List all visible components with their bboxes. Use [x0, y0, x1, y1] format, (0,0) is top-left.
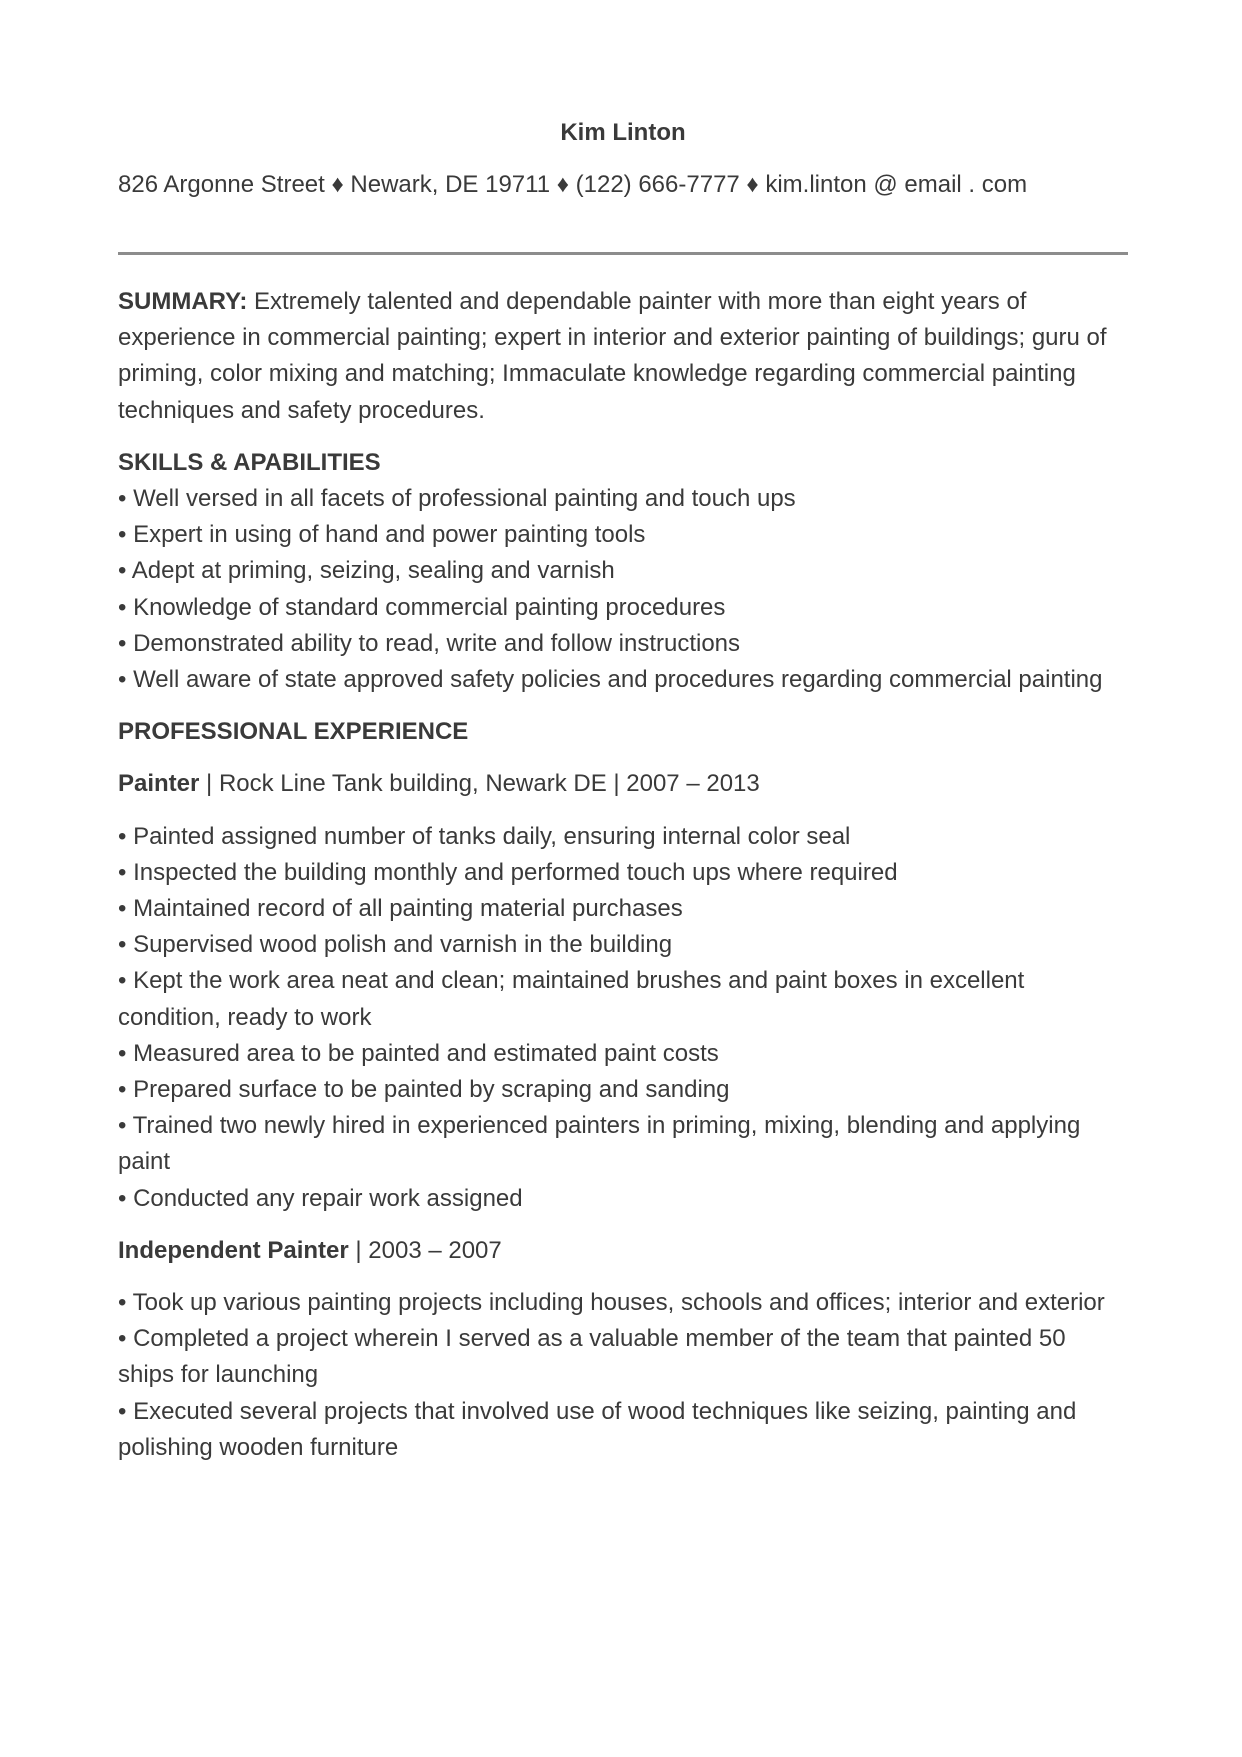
job-duties-list [118, 819, 1128, 1217]
job-title-line [118, 766, 1128, 802]
job-details: | 2003 – 2007 [348, 1236, 502, 1264]
skill-item: • Well aware of state approved safety policies and procedures regarding commercial painting [118, 666, 1103, 694]
experience-heading: PROFESSIONAL EXPERIENCE [118, 718, 469, 746]
job-details: | Rock Line Tank building, Newark DE | 2007 – 2013 [199, 770, 760, 798]
duty-item: • Completed a project wherein I served as a valuable member of the team that painted 50 ships for launching [118, 1325, 1066, 1389]
summary-paragraph [118, 284, 1128, 429]
duty-item: • Kept the work area neat and clean; maintained brushes and paint boxes in excellent condition, ready to work [118, 967, 1025, 1031]
duty-item: • Executed several projects that involved use of wood techniques like seizing, painting and polishing wooden furniture [118, 1397, 1077, 1461]
skill-item: • Knowledge of standard commercial painting procedures [118, 593, 726, 621]
job-title-line [118, 1233, 1128, 1269]
header-divider [118, 252, 1128, 255]
duty-item: • Measured area to be painted and estimated paint costs [118, 1039, 719, 1067]
skills-list [118, 481, 1128, 698]
skill-item: • Adept at priming, seizing, sealing and varnish [118, 557, 615, 585]
resume-body [118, 284, 1128, 1466]
skills-heading: SKILLS & APABILITIES [118, 448, 381, 476]
duty-item: • Painted assigned number of tanks daily, ensuring internal color seal [118, 822, 851, 850]
job-title: Independent Painter [118, 1236, 349, 1264]
summary-text: Extremely talented and dependable painter with more than eight years of experience in commercial painting; expert in interior and exterior painting of buildings; guru of priming, color mixing and matching; Immaculate knowledge regarding commercial painting techniques and safety procedures. [118, 288, 1107, 424]
summary-label: SUMMARY: [118, 288, 248, 315]
job-duties-list [118, 1285, 1128, 1466]
skill-item: • Expert in using of hand and power painting tools [118, 521, 646, 549]
duty-item: • Inspected the building monthly and performed touch ups where required [118, 858, 898, 886]
duty-item: • Supervised wood polish and varnish in the building [118, 931, 673, 959]
job-title: Painter [118, 770, 200, 798]
contact-line: 826 Argonne Street ♦ Newark, DE 19711 ♦ (122) 666-7777 ♦ kim.linton @ email . com [118, 171, 1028, 198]
skill-item: • Well versed in all facets of professional painting and touch ups [118, 485, 796, 513]
candidate-name: Kim Linton [560, 119, 686, 146]
duty-item: • Maintained record of all painting material purchases [118, 895, 683, 923]
duty-item: • Prepared surface to be painted by scraping and sanding [118, 1076, 730, 1104]
duty-item: • Trained two newly hired in experienced painters in priming, mixing, blending and applying paint [118, 1112, 1081, 1176]
skill-item: • Demonstrated ability to read, write and follow instructions [118, 629, 741, 657]
duty-item: • Took up various painting projects including houses, schools and offices; interior and exterior [118, 1289, 1105, 1317]
duty-item: • Conducted any repair work assigned [118, 1184, 523, 1212]
